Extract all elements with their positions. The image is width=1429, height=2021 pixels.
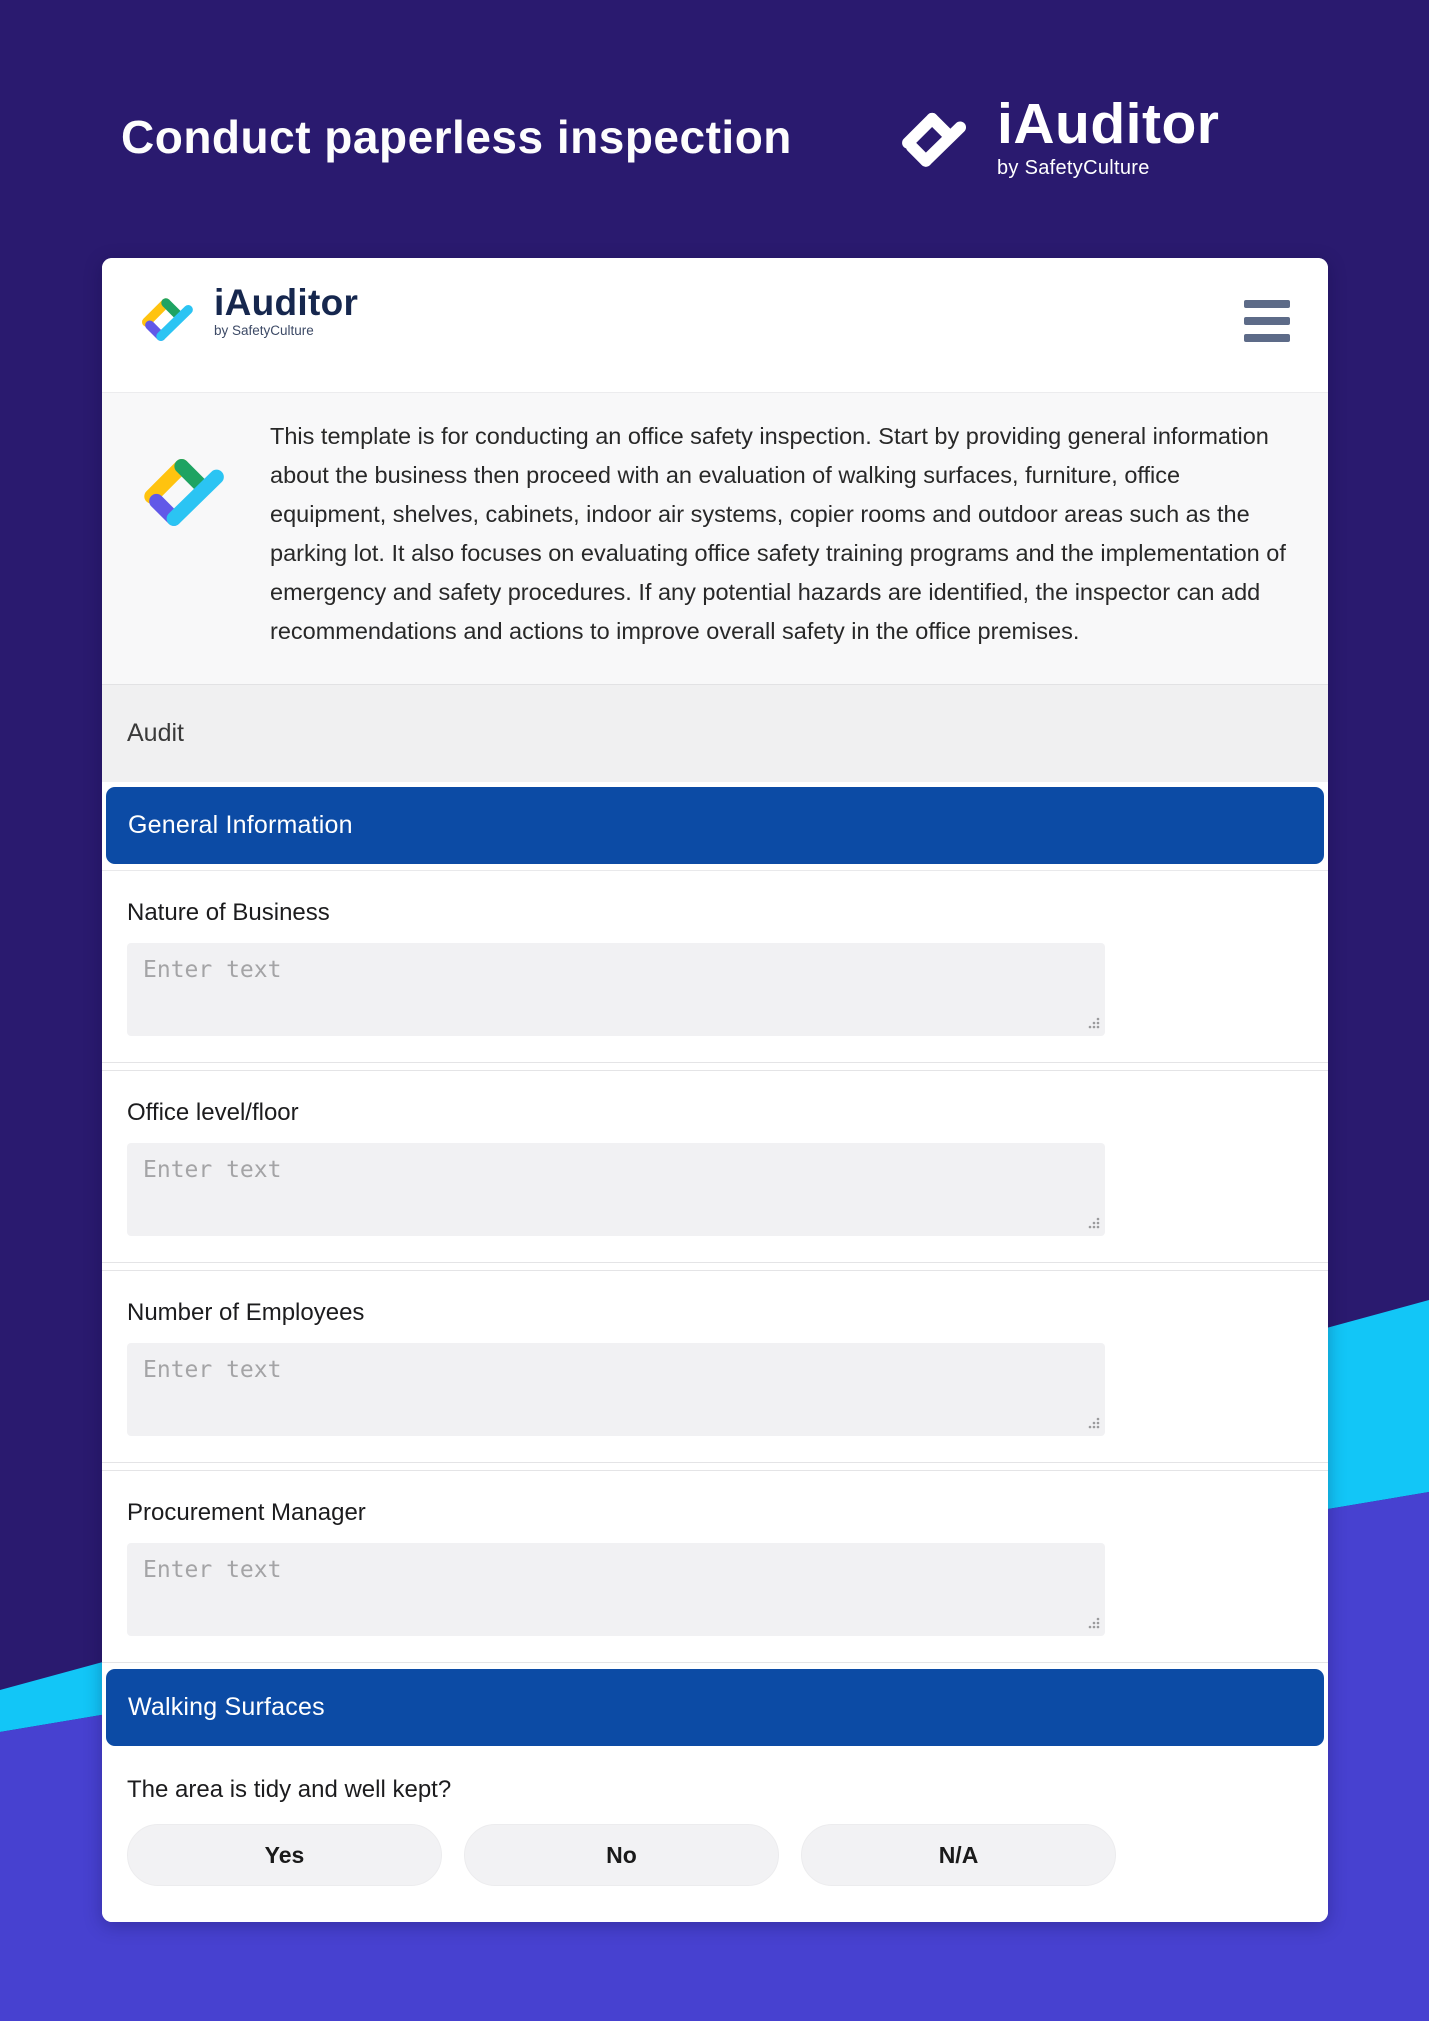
- office-level-floor-input[interactable]: [127, 1143, 1105, 1236]
- field-label: Office level/floor: [127, 1099, 299, 1126]
- answer-yes-button[interactable]: Yes: [127, 1824, 442, 1886]
- answer-options: [127, 1824, 1303, 1886]
- iauditor-icon: [138, 288, 200, 350]
- field-label: Nature of Business: [127, 899, 330, 926]
- banner-brand-name: iAuditor: [997, 92, 1220, 156]
- section-title: General Information: [128, 811, 353, 839]
- app-logo: [138, 284, 358, 350]
- app-card: [102, 258, 1328, 1922]
- field-label: Procurement Manager: [127, 1499, 366, 1526]
- section-title: Walking Surfaces: [128, 1693, 325, 1721]
- audit-label: Audit: [127, 719, 184, 747]
- question-block-tidy-area: [102, 1746, 1328, 1922]
- number-of-employees-input[interactable]: [127, 1343, 1105, 1436]
- section-header-general-information[interactable]: [106, 787, 1324, 864]
- menu-button[interactable]: [1244, 300, 1290, 342]
- procurement-manager-input[interactable]: [127, 1543, 1105, 1636]
- nature-of-business-input[interactable]: [127, 943, 1105, 1036]
- app-brand-name: iAuditor: [214, 282, 359, 323]
- field-block-office-level-floor: [102, 1070, 1328, 1263]
- answer-na-button[interactable]: N/A: [801, 1824, 1116, 1886]
- audit-header: [102, 685, 1328, 782]
- banner-brand-tagline: by SafetyCulture: [997, 157, 1150, 179]
- section-header-walking-surfaces[interactable]: [106, 1669, 1324, 1746]
- answer-no-button[interactable]: No: [464, 1824, 779, 1886]
- field-block-number-of-employees: [102, 1270, 1328, 1463]
- hamburger-icon: [1244, 300, 1290, 308]
- resize-grip-icon[interactable]: [1087, 1216, 1100, 1229]
- question-label: The area is tidy and well kept?: [127, 1776, 452, 1803]
- field-block-procurement-manager: [102, 1470, 1328, 1663]
- resize-grip-icon[interactable]: [1087, 1016, 1100, 1029]
- template-description: [102, 392, 1328, 685]
- field-label: Number of Employees: [127, 1299, 365, 1326]
- description-text: This template is for conducting an office safety inspection. Start by providing general information about the business then proceed with an evaluation of walking surfaces, furniture, office equipment, shelves, cabinets, indoor air systems, copier rooms and outdoor areas such as the parking lot. It also focuses on evaluating office safety training programs and the implementation of emergency and safety procedures. If any potential hazards are identified, the inspector can add recommendations and actions to improve overall safety in the office premises.: [270, 423, 1286, 644]
- banner-brand-logo: [897, 92, 1220, 180]
- resize-grip-icon[interactable]: [1087, 1616, 1100, 1629]
- field-block-nature-of-business: [102, 870, 1328, 1063]
- app-header: [102, 258, 1328, 392]
- iauditor-icon-large: [138, 443, 235, 540]
- iauditor-icon-white: [897, 100, 975, 178]
- app-brand-tagline: by SafetyCulture: [214, 323, 314, 338]
- resize-grip-icon[interactable]: [1087, 1416, 1100, 1429]
- banner-title: Conduct paperless inspection: [121, 111, 792, 163]
